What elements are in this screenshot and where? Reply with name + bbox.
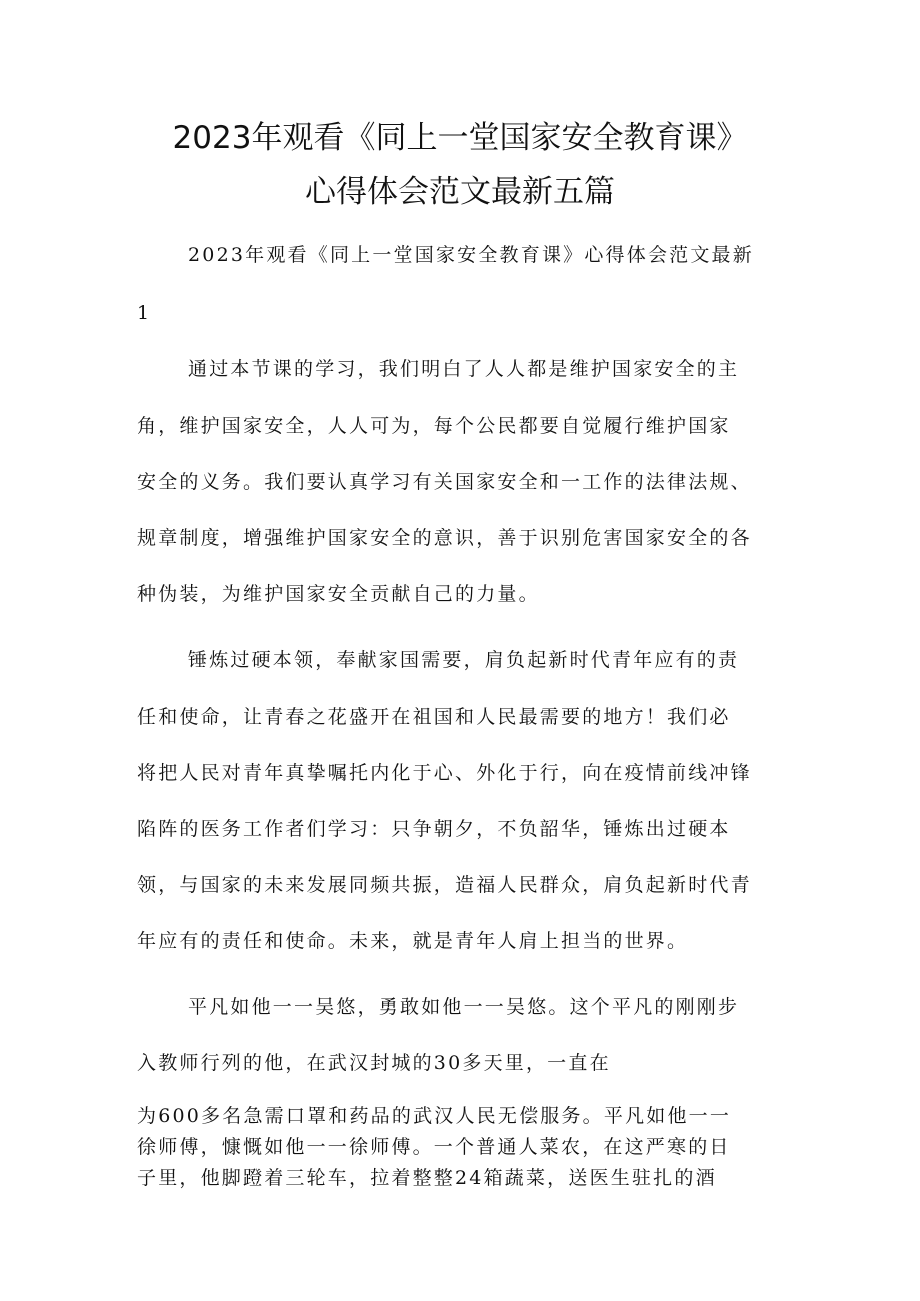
paragraph-2-line-6: 年应有的责任和使命。未来，就是青年人肩上担当的世界。 [137,930,689,952]
paragraph-3-line-2: 入教师行列的他，在武汉封城的30多天里，一直在 [137,1052,611,1074]
paragraph-2-line-2: 任和使命，让青春之花盛开在祖国和人民最需要的地方！我们必 [137,706,731,728]
paragraph-1-line-3: 安全的义务。我们要认真学习有关国家安全和一工作的法律法规、 [137,471,752,493]
paragraph-3-line-1: 平凡如他一一吴悠，勇敢如他一一吴悠。这个平凡的刚刚步 [188,996,740,1018]
paragraph-3-continued-line-1: 为600多名急需口罩和药品的武汉人民无偿服务。平凡如他一一 [137,1105,732,1127]
section-heading-line-2: 1 [137,302,152,324]
paragraph-2-line-1: 锤炼过硬本领，奉献家国需要，肩负起新时代青年应有的责 [188,649,740,671]
paragraph-1-line-5: 种伪装，为维护国家安全贡献自己的力量。 [137,583,540,605]
paragraph-3-continued-line-2: 徐师傅，慷慨如他一一徐师傅。一个普通人菜农，在这严寒的日 [137,1136,731,1158]
document-title-line-1: 2023年观看《同上一堂国家安全教育课》 [172,120,748,156]
paragraph-1-line-2: 角，维护国家安全，人人可为，每个公民都要自觉履行维护国家 [137,415,731,437]
section-heading-line-1: 2023年观看《同上一堂国家安全教育课》心得体会范文最新 [188,244,754,266]
paragraph-2-line-3: 将把人民对青年真挚嘱托内化于心、外化于行，向在疫情前线冲锋 [137,762,752,784]
paragraph-1-line-4: 规章制度，增强维护国家安全的意识，善于识别危害国家安全的各 [137,527,752,549]
paragraph-3-continued-line-3: 子里，他脚蹬着三轮车，拉着整整24箱蔬菜，送医生驻扎的酒 [137,1167,717,1189]
document-title-line-2: 心得体会范文最新五篇 [305,174,615,210]
paragraph-2-line-5: 领，与国家的未来发展同频共振，造福人民群众，肩负起新时代青 [137,874,752,896]
paragraph-2-line-4: 陷阵的医务工作者们学习：只争朝夕，不负韶华，锤炼出过硬本 [137,818,731,840]
paragraph-1-line-1: 通过本节课的学习，我们明白了人人都是维护国家安全的主 [188,358,740,380]
